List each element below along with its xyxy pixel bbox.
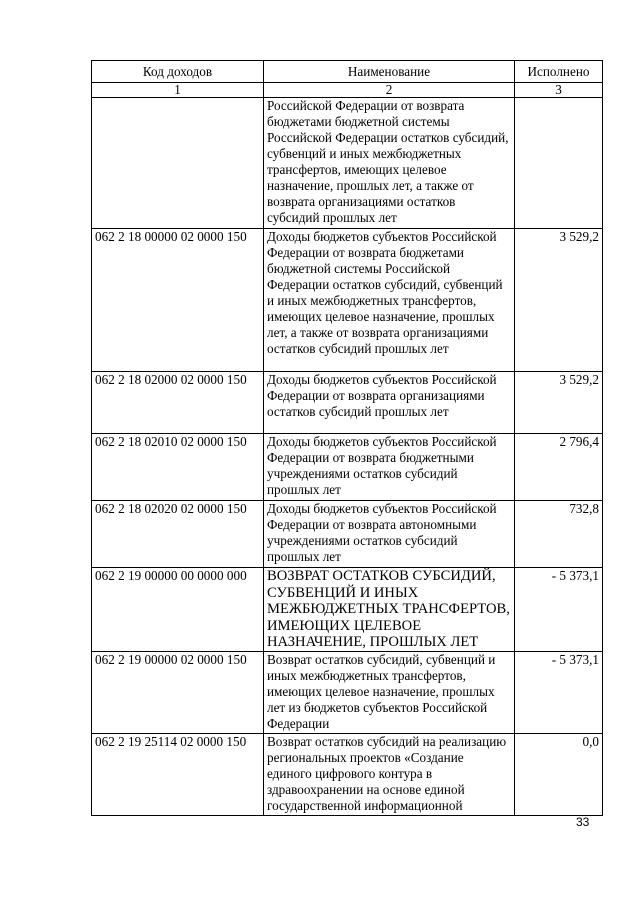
executed-amount: 732,8 [515, 501, 603, 568]
executed-amount: 2 796,4 [515, 434, 603, 501]
column-number-row [92, 83, 603, 98]
income-name: Доходы бюджетов субъектов Российской Федерации от возврата бюджетами бюджетной системы Российской Федерации остатков субсидий, субвенций и иных межбюджетных трансфертов, имеющих целевое назначение, прошлых лет, а также от возврата организациями остатков субсидий прошлых лет [264, 229, 515, 372]
income-name: Возврат остатков субсидий, субвенций и иных межбюджетных трансфертов, имеющих целевое назначение, прошлых лет из бюджетов субъектов Российской Федерации [264, 651, 515, 733]
page-number: 33 [576, 815, 590, 829]
header-row [92, 61, 603, 83]
income-name: ВОЗВРАТ ОСТАТКОВ СУБСИДИЙ, СУБВЕНЦИЙ И ИНЫХ МЕЖБЮДЖЕТНЫХ ТРАНСФЕРТОВ, ИМЕЮЩИХ ЦЕЛЕВОЕ НАЗНАЧЕНИЕ, ПРОШЛЫХ ЛЕТ [264, 568, 515, 652]
budget-income-table [91, 60, 603, 816]
header-executed: Исполнено [515, 61, 603, 83]
income-code: 062 2 18 02010 02 0000 150 [92, 434, 264, 501]
table-row [92, 651, 603, 733]
income-code: 062 2 18 00000 02 0000 150 [92, 229, 264, 372]
table-row [92, 501, 603, 568]
table-row [92, 229, 603, 372]
executed-amount: 0,0 [515, 733, 603, 815]
executed-amount [515, 98, 603, 229]
income-name: Доходы бюджетов субъектов Российской Федерации от возврата бюджетными учреждениями остатков субсидий прошлых лет [264, 434, 515, 501]
table-row [92, 98, 603, 229]
table-row [92, 434, 603, 501]
income-code: 062 2 19 00000 00 0000 000 [92, 568, 264, 652]
income-name: Доходы бюджетов субъектов Российской Федерации от возврата автономными учреждениями остатков субсидий прошлых лет [264, 501, 515, 568]
income-name: Возврат остатков субсидий на реализацию региональных проектов «Создание единого цифрового контура в здравоохранении на основе единой государственной информационной [264, 733, 515, 815]
income-code: 062 2 19 00000 02 0000 150 [92, 651, 264, 733]
executed-amount: 3 529,2 [515, 372, 603, 434]
income-name: Доходы бюджетов субъектов Российской Федерации от возврата организациями остатков субсидий прошлых лет [264, 372, 515, 434]
table-row [92, 568, 603, 652]
header-name: Наименование [264, 61, 515, 83]
executed-amount: 3 529,2 [515, 229, 603, 372]
executed-amount: - 5 373,1 [515, 568, 603, 652]
income-name: Российской Федерации от возврата бюджетами бюджетной системы Российской Федерации остатков субсидий, субвенций и иных межбюджетных трансфертов, имеющих целевое назначение, прошлых лет, а также от возврата организациями остатков субсидий прошлых лет [264, 98, 515, 229]
income-code: 062 2 18 02000 02 0000 150 [92, 372, 264, 434]
table-row [92, 372, 603, 434]
column-number: 2 [264, 83, 515, 98]
column-number: 3 [515, 83, 603, 98]
executed-amount: - 5 373,1 [515, 651, 603, 733]
income-code [92, 98, 264, 229]
column-number: 1 [92, 83, 264, 98]
table-row [92, 733, 603, 815]
header-code: Код доходов [92, 61, 264, 83]
income-code: 062 2 18 02020 02 0000 150 [92, 501, 264, 568]
income-code: 062 2 19 25114 02 0000 150 [92, 733, 264, 815]
